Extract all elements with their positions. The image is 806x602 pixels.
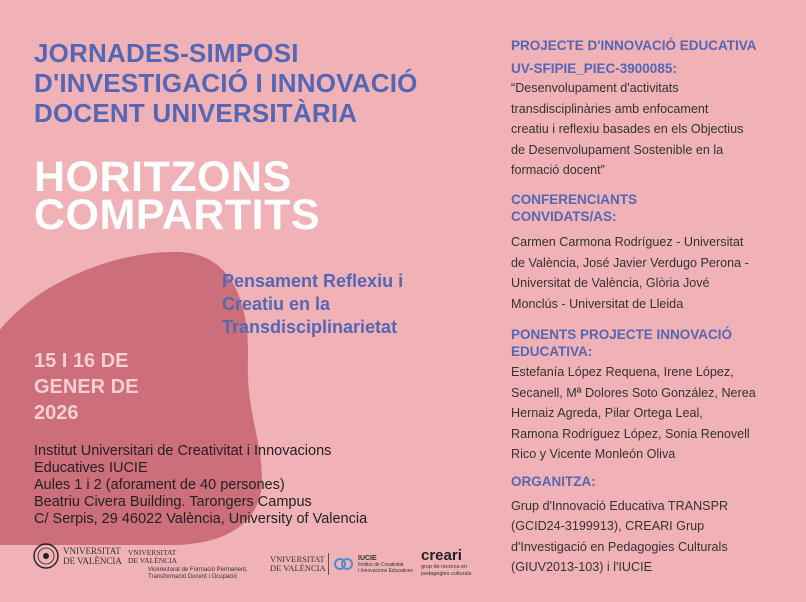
presenters-heading-line1: PONENTS PROJECTE INNOVACIÓ <box>511 327 733 342</box>
presenters-heading-line2: EDUCATIVA: <box>511 343 593 359</box>
main-title-line1: HORITZONS <box>34 153 292 201</box>
uv-logo-secondary-line: DE VALÈNCIA <box>270 563 326 573</box>
creari-logo-line: pedagogies culturals <box>421 571 472 577</box>
iucie-logo-text <box>358 555 413 574</box>
event-heading-line3: DOCENT UNIVERSITÀRIA <box>34 98 358 128</box>
uv-logo-text <box>63 546 122 566</box>
creari-logo <box>421 548 491 582</box>
iucie-logo <box>334 555 414 575</box>
speakers-line: de València, José Javier Verdugo Perona - <box>511 255 749 270</box>
uv-vicerectorat-logo <box>128 549 273 587</box>
organizer-line: Grup d'Innovació Educativa TRANSPR <box>511 498 729 513</box>
uv-logo-secondary-text <box>270 555 330 573</box>
project-line: formació docent” <box>511 163 605 177</box>
uv-seal-icon <box>33 543 59 569</box>
uv-logo <box>33 541 123 575</box>
project-description <box>511 78 793 181</box>
organizer-section <box>511 474 793 578</box>
speakers-line: Universitat de València, Glòria Jové <box>511 276 710 290</box>
venue-line4: Beatriu Civera Building. Tarongers Campus <box>34 494 312 510</box>
speakers-heading-line1: CONFERENCIANTS <box>511 192 638 207</box>
event-dates <box>34 348 138 426</box>
uv-vicerectorat-line: Transformació Docent i Ocupació <box>148 574 237 580</box>
main-title <box>34 153 321 239</box>
uv-vicerectorat-line: VNIVERSITAT <box>128 548 177 557</box>
project-line: creatiu i reflexiu basades en els Objectius <box>511 122 744 136</box>
subtitle-line3: Transdisciplinarietat <box>222 317 398 337</box>
venue-line1: Institut Universitari de Creativitat i Innovacions <box>34 443 332 459</box>
venue-line3: Aules 1 i 2 (aforament de 40 persones) <box>34 477 285 493</box>
presenters-line: Estefanía López Requena, Irene López, <box>511 365 734 379</box>
presenters-section <box>511 327 793 465</box>
main-title-line2: COMPARTITS <box>34 191 321 239</box>
organizer-line: (GIUV2013-103) i l'IUCIE <box>511 560 652 574</box>
dates-line1: 15 I 16 DE <box>34 350 129 372</box>
speakers-line: Monclús - Universitat de Lleida <box>511 296 684 311</box>
presenters-line: Rico y Vicente Monleón Oliva <box>511 447 676 461</box>
organizer-line: (GCID24-3199913), CREARI Grup <box>511 519 705 533</box>
uv-vicerectorat-desc <box>128 567 273 581</box>
uv-logo-text-line: DE VALÈNCIA <box>63 556 122 566</box>
project-heading-line2: UV-SFIPIE_PIEC-3900085: <box>511 60 677 76</box>
iucie-mark-icon <box>334 557 354 571</box>
uv-logo-text-line: VNIVERSITAT <box>63 546 121 556</box>
iucie-logo-line: Institut de Creativitat <box>358 562 404 568</box>
event-heading-line1: JORNADES-SIMPOSI <box>34 38 299 68</box>
dates-line2: GENER DE <box>34 376 139 398</box>
iucie-logo-line: i Innovacions Educatives <box>358 568 414 574</box>
venue-line2: Educatives IUCIE <box>34 460 148 476</box>
uv-logo-secondary <box>270 555 330 575</box>
venue-info <box>34 443 367 528</box>
uv-logo-secondary-line: VNIVERSITAT <box>270 554 325 564</box>
iucie-logo-line: IUCIE <box>358 555 377 562</box>
presenters-line: Ramona Rodríguez López, Sonia Renovell <box>511 426 750 441</box>
organizer-line: d'Investigació en Pedagogies Culturals <box>511 539 728 554</box>
speakers-section <box>511 192 793 314</box>
dates-line3: 2026 <box>34 402 79 424</box>
creari-logo-line: grup de recerca en <box>421 564 468 570</box>
presenters-line: Secanell, Mª Dolores Soto González, Nerea <box>511 385 756 400</box>
project-heading-line1: PROJECTE D'INNOVACIÓ EDUCATIVA <box>511 38 757 53</box>
subtitle-line1: Pensament Reflexiu i <box>222 271 404 291</box>
project-line: transdisciplinàries amb enfocament <box>511 101 709 116</box>
organizer-heading: ORGANITZA: <box>511 474 596 489</box>
uv-vicerectorat-name <box>128 549 273 565</box>
uv-vicerectorat-line: Vicerectorat de Formació Permanent, <box>148 567 248 573</box>
creari-logo-name: creari <box>421 547 462 564</box>
venue-line5: C/ Serpis, 29 46022 València, University of Valencia <box>34 511 368 527</box>
logo-divider <box>328 553 329 575</box>
event-heading-line2: D'INVESTIGACIÓ I INNOVACIÓ <box>34 68 418 98</box>
event-heading <box>34 38 418 128</box>
project-line: de Desenvolupament Sostenible en la <box>511 142 724 157</box>
speakers-line: Carmen Carmona Rodríguez - Universitat <box>511 235 744 249</box>
speakers-heading-line2: CONVIDATS/AS: <box>511 208 617 224</box>
uv-vicerectorat-line: DE VALÈNCIA <box>128 556 178 565</box>
project-line: “Desenvolupament d'activitats <box>511 81 679 95</box>
subtitle <box>222 270 403 339</box>
subtitle-line2: Creatiu en la <box>222 294 331 314</box>
project-section <box>511 38 793 181</box>
presenters-line: Hernaiz Agreda, Pilar Ortega Leal, <box>511 406 703 420</box>
